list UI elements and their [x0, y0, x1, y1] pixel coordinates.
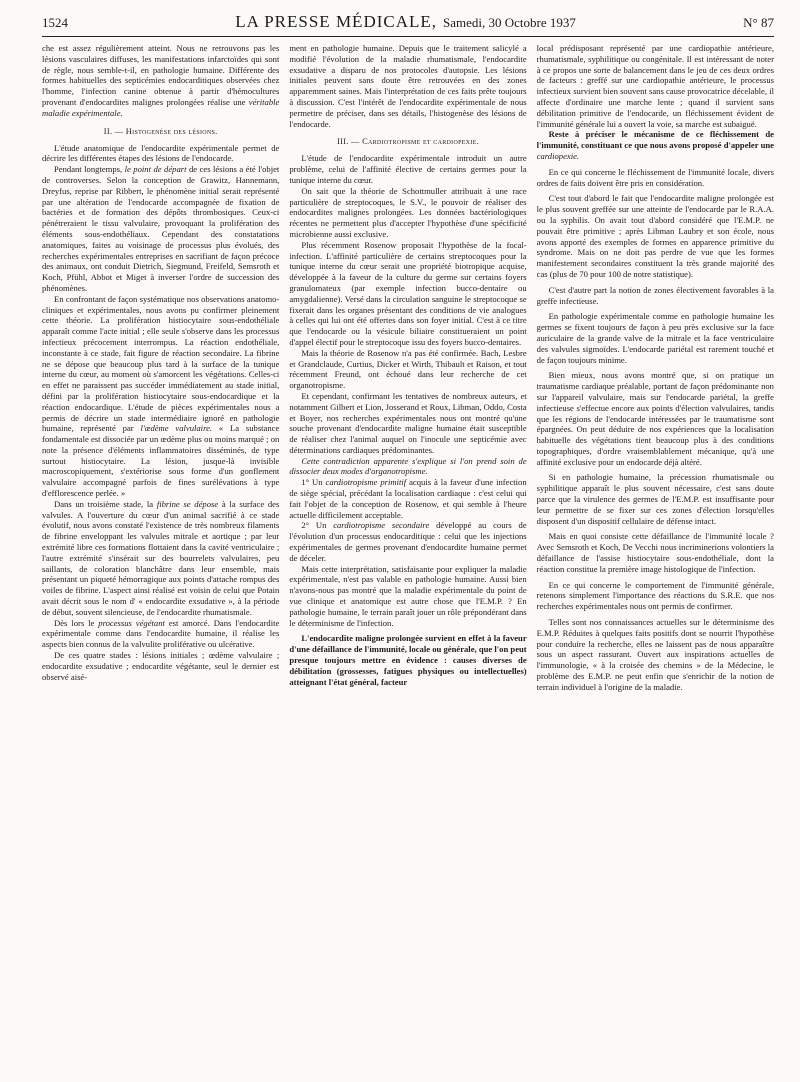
bold-text: Reste à préciser le mécanisme de ce fléchissement de l'immunité, constituant ce que nous avons proposé d'appeler une — [536, 129, 774, 151]
paragraph: Si en pathologie humaine, la précession rhumatismale ou syphilitique apparaît le plus souvent nécessaire, c'est sans doute parce que la virulence des germes de l'E.M.P. est insuffisante pour leur permettre de se fixer sur ces zones d'élection lorsqu'elles disposent d'un dispositif cellulaire de défense intact. — [536, 472, 774, 526]
paragraph: Bien mieux, nous avons montré que, si on pratique un traumatisme cardiaque préalable, portant de façon prédominante non sur l'appareil valvulaire, mais sur l'endocarde pariétal, la greffe infectieuse s'effectue encore aux points d'élection valvulaires, tandis que les régions de l'endocarde intéressées par le traumatisme sont épargnées. On peut déduire de nos expériences que la localisation habituelle des végétations tient beaucoup plus à des conditions topographiques, d'ordre vraisemblablement mécanique, qu'à une affinité exclusive pour un endocarde déjà altéré. — [536, 370, 774, 467]
paragraph: C'est d'autre part la notion de zones électivement favorables à la greffe infectieuse. — [536, 284, 774, 306]
emphasis: fibrine se dépose — [156, 498, 219, 509]
paragraph: ment en pathologie humaine. Depuis que le traitement salicylé a modifié l'évolution de la maladie rhumatismale, l'endocardite exsudative a disparu de nos protocoles d'autopsie. Les lésions initiales peuvent sans doute être retrouvées en des zones apparemment saines. Mais l'interprétation de ces faits prête toujours à discussion. C'est l'intérêt de l'endocardite expérimentale de nous permettre de préciser, dans ses détails, l'histogenèse des lésions de l'endocarde. — [289, 43, 527, 129]
paragraph — [537, 129, 774, 161]
text-run: Dans un troisième stade, la — [54, 498, 154, 509]
emphasis: le point de départ — [124, 164, 187, 175]
text-run: Pendant longtemps, — [54, 164, 123, 175]
text-run: Dès lors le — [54, 617, 95, 628]
text-run: « La substance fondamentale est dissociée par un œdème plus ou moins marqué ; on note la présence d'éléments inflammatoires disséminés, de type surtout histiocytaire. La lésion, jusque-là invisible macroscopiquement, s'extériorise sous forme d'un gonflement valvulaire accompagné parfois de fines surélévations à type d'efflorescence perlée. » — [42, 423, 280, 499]
paragraph: Plus récemment Rosenow proposait l'hypothèse de la focal-infection. L'affinité particulière de certains streptocoques pour la tunique interne du cœur serait une propriété biotropique acquise, développée à la faveur de la culture du germe sur certains foyers granulomateux (par exemple infection bucco-dentaire ou amygdalienne). Versé dans la circulation sanguine le streptocoque se fixerait dans les organes présentant des conditions de vie analogues à celles qui lui ont été offertes dans son foyer initial. C'est à ce titre que l'endocarde ou la vésicule biliaire constitueraient un point d'appel électif pour le streptocoque issu des foyers bucco-dentaires. — [289, 239, 527, 347]
issue-number: N° 87 — [743, 15, 774, 30]
journal-title: LA PRESSE MÉDICALE, — [235, 12, 438, 31]
emphasis: Cette contradiction apparente s'explique si l'on prend soin de dissocier deux modes d'organotropisme. — [289, 455, 527, 477]
paragraph — [42, 294, 279, 499]
paragraph: L'étude anatomique de l'endocardite expérimentale permet de décrire les différentes étapes des lésions de l'endocarde. — [42, 142, 280, 164]
paragraph: Et cependant, confirmant les tentatives de nombreux auteurs, et notamment Gilbert et Lion, Josserand et Roux, Libman, Oddo, Costa et Boyer, nos recherches expérimentales nous ont montré qu'une souche provenant d'endocardite maligne humaine était susceptible de réaliser chez l'animal auquel on l'inocule une septicémie avec déterminations cardiaques prédominantes. — [289, 390, 527, 455]
column-1 — [42, 43, 279, 1079]
column-3 — [537, 43, 774, 1079]
page-number: 1524 — [42, 15, 68, 30]
column-2 — [289, 43, 526, 1079]
text-run: acquis à la faveur d'une infection de siège spécial, précédant la localisation cardiaque : c'est celui qui fait l'objet de la conception de Rosenow, et qui semble à l'heure actuelle difficilement acceptable. — [289, 477, 527, 520]
text-run: est amorcé. Dans l'endocardite expérimentale comme dans l'endocardite humaine, il réalise les aspects bien connus de la valvulite proliférative ou ulcérative. — [42, 617, 280, 650]
header-rule — [42, 36, 774, 37]
paragraph: De ces quatre stades : lésions initiales ; œdème valvulaire ; endocardite exsudative ; endocardite végétante, seul le dernier est observé aisé- — [42, 650, 280, 682]
paragraph: local prédisposant représenté par une cardiopathie antérieure, rhumatismale, syphilitique ou congénitale. Il est intéressant de noter à ce propos une sorte de balancement dans le jeu de ces deux ordres de facteurs : greffé sur une cardiopathie antérieure, le processus infectieux survient bien souvent sans cause provocatrice décelable, il affecte d'ordinaire une marche lente ; quand il survient sans débilitation primitive de l'endocarde, un fléchissement évident de l'immunité générale lui a ouvert la voie, sa marche est subaiguë. — [536, 43, 774, 129]
page-header — [42, 12, 774, 34]
emphasis: cardiopexie. — [536, 150, 580, 161]
text-run: de ces lésions a été l'objet de controverses. Selon la conception de Grawitz, Hannemann, Dreyfus, reprise par Ribbert, le phénomène initial serait représenté par une altération de l'endocarde accompagnée de fixation de bactéries et de formation des dépôts thrombosiques. Ceux-ci pénétreraient le tissu valvulaire, provoquant la prolifération des éléments sous-endothéliaux. Cependant des constatations anatomiques, faites au voisinage de processus plus évolués, des recherches expérimentales entreprises en sacrifiant de façon précoce des animaux, ont conduit Dietrich, Siegmund, Freifeld, Semsroth et Koch, Pfühl, Abbot et Miget à inverser l'ordre de succession des phénomènes. — [42, 164, 280, 293]
emphasis: processus végétant — [98, 617, 165, 628]
emphasis: cardiotropisme primitif — [325, 477, 407, 488]
emphasis: l'œdème valvulaire. — [140, 423, 213, 434]
issue-date: Samedi, 30 Octobre 1937 — [443, 15, 576, 30]
paragraph — [42, 618, 279, 650]
text-run: à la surface des valvules. A l'ouverture du cœur d'un animal sacrifié à ce stade évolutif, nous avons constaté l'existence de très nombreux filaments de fibrine enveloppant les valvules mitrale et aortique ; par leur extrémité libre ces formations flottaient dans la cavité ventriculaire ; l'autre extrémité s'insérait sur des bourrelets valvulaires, peu saillants, de coloration blanchâtre dans leur ensemble, mais présentant un piqueté hémorragique aux points d'attache rompus des voiles de fibrine. L'aspect ainsi réalisé est voisin de celui que Potain avait décrit sous le nom d' « endocardite exsudative », à la période de début, souvent silencieuse, de l'endocardite rhumatismale. — [42, 498, 280, 617]
paragraph — [42, 43, 279, 119]
paragraph: Telles sont nos connaissances actuelles sur le déterminisme des E.M.P. Réduites à quelques faits positifs dont se nourrit l'hypothèse pour conduire la recherche, elles ne laissent pas de nous apparaître sous un aspect rassurant. Ouvert aux inspirations actuelles de l'immunologie, « à la croisée des chemins » de la Médecine, le problème des E.M.P. ne peut enfin que s'enrichir de la notion de terrain individuel à l'origine de la maladie. — [536, 617, 774, 692]
bold-text: L'endocardite maligne prolongée survient en effet à la faveur d'une défaillance de l'immunité, locale ou générale, que l'on peut presque toujours mettre en évidence : causes diverses de débilitation (grossesses, fatigues physiques ou intellectuelles) atteignant l'état général, facteur — [289, 633, 527, 687]
paragraph — [289, 477, 526, 520]
paragraph: Mais en quoi consiste cette défaillance de l'immunité locale ? Avec Semsroth et Koch, De Vecchi nous incriminerions volontiers la défaillance de l'assise histiocytaire sous-endothéliale, dont la réaction constitue la première image histologique de l'infection. — [536, 531, 774, 574]
text-run: développé au cours de l'évolution d'un processus endocarditique : celui que les injections expérimentales de germes provenant d'endocardite humaine permet de déceler. — [289, 520, 527, 563]
text-run: 2° Un — [301, 520, 327, 531]
section-heading: II. — Histogenèse des lésions. — [103, 126, 218, 136]
paragraph: En ce qui concerne le comportement de l'immunité générale, retenons simplement l'importance des réactions du S.R.E. que nos recherches expérimentales nous ont permis de confirmer. — [536, 579, 774, 612]
paragraph — [42, 164, 279, 294]
paragraph — [289, 520, 526, 563]
text-run: 1° Un — [301, 477, 323, 488]
section-heading: III. — Cardiotropisme et cardiopexie. — [336, 137, 479, 147]
paragraph: On sait que la théorie de Schottmuller attribuait à une race particulière de streptocoques, le S.V., le pouvoir de réaliser des endocardites malignes prolongées. Les données bactériologiques récentes ne permettent plus d'accepter l'hypothèse d'une spécificité microbienne aussi exclusive. — [289, 185, 527, 239]
paragraph: L'étude de l'endocardite expérimentale introduit un autre problème, celui de l'affinité élective de certains germes pour la tunique interne du cœur. — [289, 153, 527, 185]
paragraph — [289, 456, 526, 478]
paragraph: Mais la théorie de Rosenow n'a pas été confirmée. Bach, Lesbre et Grandclaude, Curtius, Dicker et Wirth, Thibault et Raison, et tout récemment Freund, ont échoué dans leur recherche de cet organotropisme. — [289, 347, 527, 391]
paragraph: En pathologie expérimentale comme en pathologie humaine les germes se fixent toujours de façon à peu près exclusive sur la face auriculaire de la grande valve de la mitrale et la face ventriculaire des valvules sigmoïdes. L'endocarde pariétal est rarement touché et de façon toujours minime. — [536, 311, 774, 365]
paragraph — [289, 633, 526, 687]
text-run: En confrontant de façon systématique nos observations anatomo-cliniques et expérimentales, nous avons pu confirmer pleinement cette théorie. La prolifération histiocytaire sous-endothéliale apparaît comme l'acte initial ; elle seule s'observe dans les processus infectieux précocement interrompus. La réaction endothéliale, inconstante à ce stade, fait figure de réaction secondaire. La fibrine ne se dépose que beaucoup plus tard à la surface de la tunique interne du cœur, au moment où s'amorcent les végétations. Celles-ci en effet ne paraissent pas succéder immédiatement au stade initial, défini par la prolifération histiocytaire sous-endocardique et la réaction endocardique. L'étude de pièces expérimentales nous a permis de décrire un stade intermédiaire ignoré en pathologie humaine, représenté par — [42, 293, 280, 434]
paragraph: Mais cette interprétation, satisfaisante pour expliquer la maladie expérimentale, n'est pas valable en pathologie humaine. Aussi bien n'avons-nous pas montré que la maladie expérimentale du point de vue clinique et anatomique est autre chose que l'E.M.P. ? En pathologie humaine, le terrain paraît jouer un rôle prépondérant dans le déterminisme de l'infection. — [289, 563, 527, 628]
text-columns — [42, 43, 774, 1079]
paragraph: En ce qui concerne le fléchissement de l'immunité locale, divers ordres de faits doivent être pris en considération. — [536, 166, 774, 188]
running-title — [235, 12, 576, 32]
paragraph — [42, 499, 279, 618]
paragraph: C'est tout d'abord le fait que l'endocardite maligne prolongée est le plus souvent greffée sur une atteinte de l'endocarde par le R.A.A. ou la syphilis. On avait tout d'abord considéré que l'E.M.P. ne pouvait être primitive ; après Libman Laubry et son école, nous avons apporté des exemples de formes en apparence primitive du syndrome. Mais on ne doit pas perdre de vue que les formes manifestement secondaires constituent la très grande majorité des cas (plus de 70 pour 100 de notre statistique). — [536, 193, 774, 279]
emphasis: cardiotropisme secondaire — [333, 520, 430, 531]
text-run: che est assez régulièrement atteint. Nous ne retrouvons pas les lésions vasculaires diffuses, les manifestations infarctoïdes qui sont de règle, nous semble-t-il, en pathologie humaine. Différente des formes habituelles des septicémies endocarditiques observées chez l'homme, l'infection canine obtenue à partir d'hémocultures provenant d'endocardites malignes prolongées réalise une — [42, 43, 280, 107]
emphasis: véritable maladie expérimentale. — [42, 96, 280, 118]
